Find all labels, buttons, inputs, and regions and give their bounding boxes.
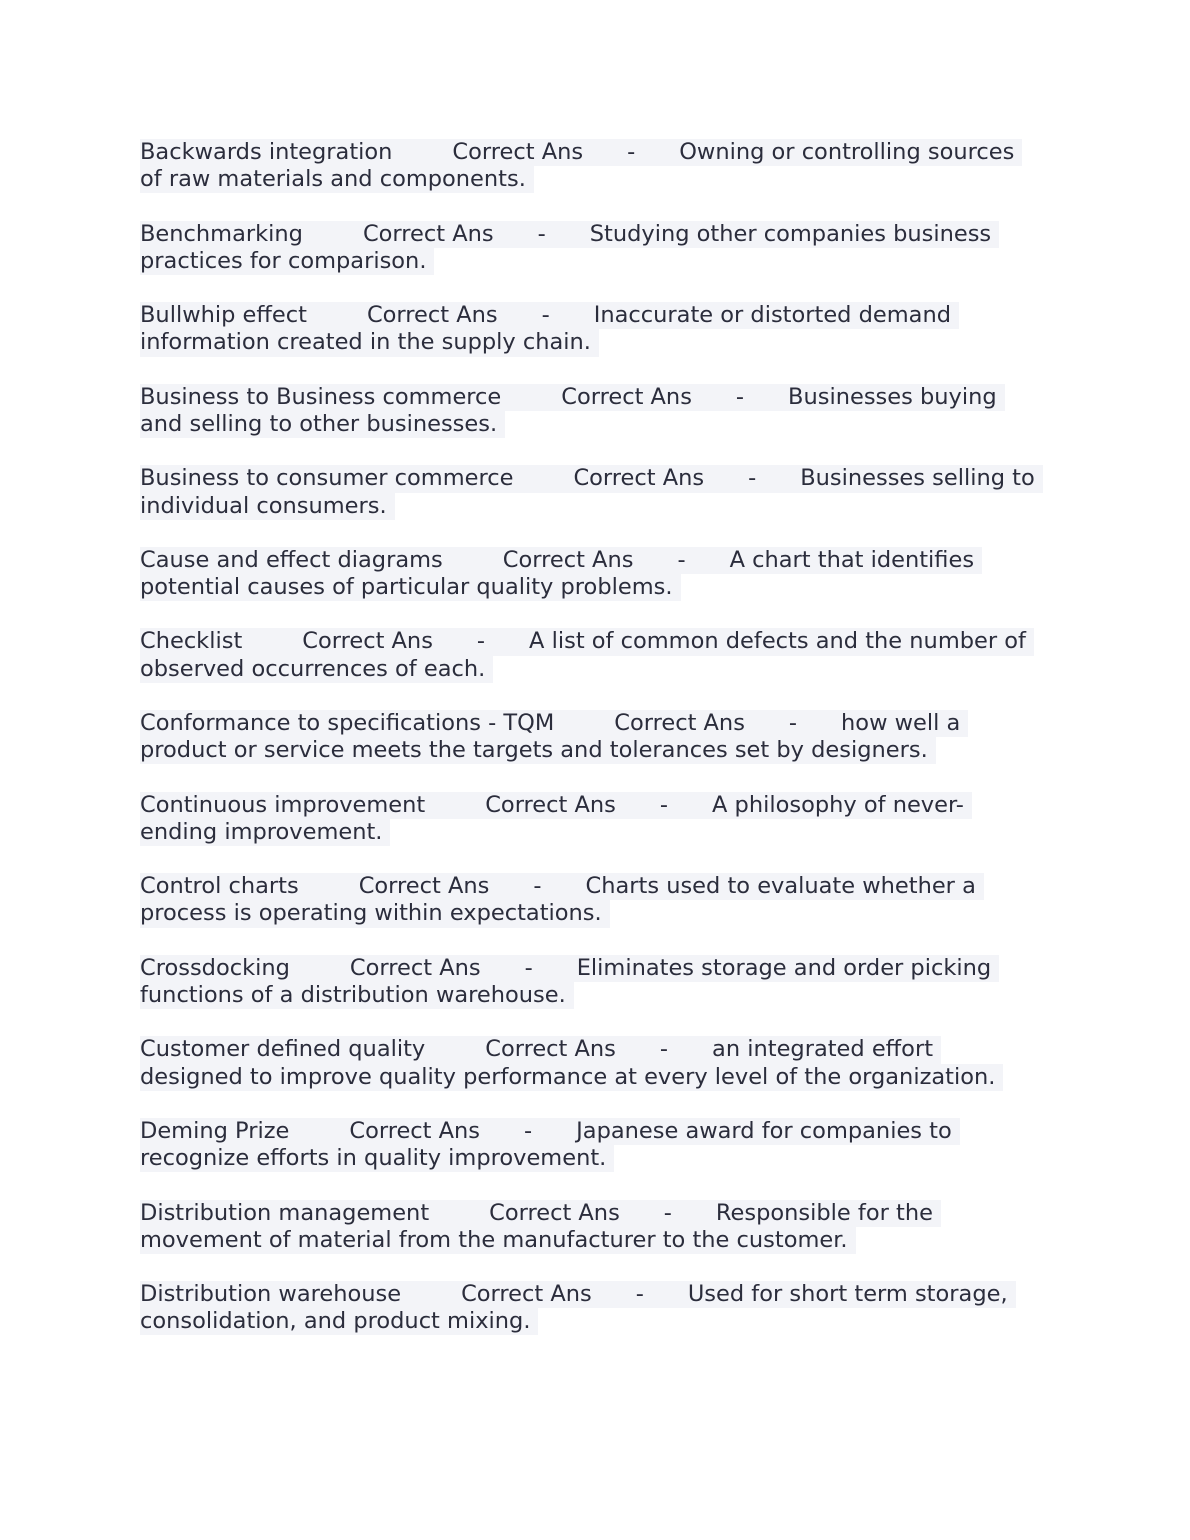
glossary-entry [140,139,1055,193]
separator: - [476,628,486,655]
entry-second-line [140,656,1055,683]
entry-term: Control charts [140,873,299,900]
entry-first-line [140,221,1055,248]
definition-line-2: observed occurrences of each. [140,656,493,683]
entry-term: Business to Business commerce [140,383,502,410]
answer-label: Correct Ans [452,139,584,165]
separator: - [663,1199,672,1226]
entry-second-line [140,574,1055,601]
entry-term: Cause and effect diagrams [140,546,443,573]
entry-first-line-highlight [140,1118,960,1145]
entry-first-line-highlight [140,1200,941,1227]
answer-label: Correct Ans [358,873,490,900]
definition-line-2: movement of material from the manufacturer to the customer. [140,1227,856,1254]
answer-label: Correct Ans [362,220,494,247]
glossary-entry [140,1281,1055,1335]
entry-second-line [140,982,1055,1009]
answer-label: Correct Ans [349,954,481,981]
entry-first-line-highlight [140,547,982,574]
entry-first-line [140,955,1055,982]
answer-label: Correct Ans [485,791,616,818]
entry-first-line-highlight [140,1036,941,1063]
glossary-list [140,139,1055,1363]
entry-second-line [140,493,1055,520]
glossary-entry [140,221,1055,275]
definition-line-1: Responsible for the [715,1199,933,1226]
definition-line-1: an integrated effort [712,1036,934,1063]
entry-first-line [140,1036,1055,1063]
separator: - [748,465,757,492]
entry-second-line [140,1145,1055,1172]
definition-line-1: Eliminates storage and order picking [576,954,992,981]
entry-term: Business to consumer commerce [140,465,514,492]
definition-line-1: Owning or controlling sources [679,139,1015,165]
definition-line-1: Used for short term storage, [687,1281,1008,1308]
entry-second-line [140,1227,1055,1254]
separator: - [659,1036,669,1063]
separator: - [677,546,686,573]
entry-first-line [140,302,1055,329]
definition-line-2: and selling to other businesses. [140,411,505,438]
entry-second-line [140,1308,1055,1335]
definition-line-1: A philosophy of never- [712,791,964,818]
definition-line-2: recognize efforts in quality improvement. [140,1145,614,1172]
entry-first-line [140,1281,1055,1308]
definition-line-1: Businesses buying [788,383,997,410]
separator: - [659,791,668,818]
entry-second-line [140,329,1055,356]
glossary-entry [140,302,1055,356]
entry-first-line-highlight [140,302,959,329]
entry-term: Distribution management [140,1199,430,1226]
separator: - [524,954,533,981]
entry-term: Bullwhip effect [140,302,307,329]
entry-first-line-highlight [140,873,984,900]
entry-first-line [140,139,1055,166]
answer-label: Correct Ans [489,1199,620,1226]
entry-first-line [140,384,1055,411]
definition-line-1: Japanese award for companies to [576,1117,952,1144]
entry-term: Crossdocking [140,954,290,981]
answer-label: Correct Ans [561,383,692,410]
entry-term: Conformance to specifications - TQM [140,710,555,737]
separator: - [735,383,745,410]
definition-line-1: A chart that identifies [729,546,975,573]
definition-line-2: potential causes of particular quality problems. [140,574,681,601]
answer-label: Correct Ans [614,710,745,737]
entry-second-line [140,1064,1055,1091]
entry-first-line-highlight [140,792,972,819]
definition-line-1: Charts used to evaluate whether a [585,873,976,900]
separator: - [635,1281,644,1308]
separator: - [541,302,550,329]
entry-first-line-highlight [140,1281,1016,1308]
definition-line-2: designed to improve quality performance at every level of the organization. [140,1064,1003,1091]
definition-line-2: information created in the supply chain. [140,329,599,356]
entry-second-line [140,166,1055,193]
entry-first-line [140,873,1055,900]
definition-line-1: Studying other companies business [589,220,992,247]
entry-first-line [140,710,1055,737]
entry-first-line-highlight [140,465,1043,492]
separator: - [537,220,546,247]
answer-label: Correct Ans [461,1281,592,1308]
definition-line-1: Inaccurate or distorted demand [593,302,951,329]
entry-first-line [140,628,1055,655]
answer-label: Correct Ans [366,302,498,329]
definition-line-2: ending improvement. [140,819,390,846]
entry-first-line [140,1118,1055,1145]
glossary-entry [140,1036,1055,1090]
entry-first-line-highlight [140,221,999,248]
entry-first-line-highlight [140,955,999,982]
definition-line-2: individual consumers. [140,493,395,520]
entry-term: Customer defined quality [140,1036,426,1063]
entry-term: Continuous improvement [140,791,426,818]
glossary-entry [140,710,1055,764]
entry-second-line [140,737,1055,764]
glossary-entry [140,955,1055,1009]
glossary-entry [140,465,1055,519]
answer-label: Correct Ans [502,546,634,573]
separator: - [627,139,636,165]
entry-second-line [140,819,1055,846]
definition-line-1: how well a [841,710,961,737]
entry-term: Backwards integration [140,139,393,165]
separator: - [524,1117,533,1144]
definition-line-2: practices for comparison. [140,248,434,275]
glossary-entry [140,792,1055,846]
definition-line-2: consolidation, and product mixing. [140,1308,538,1335]
entry-second-line [140,900,1055,927]
definition-line-2: product or service meets the targets and tolerances set by designers. [140,737,936,764]
entry-first-line [140,1200,1055,1227]
entry-first-line-highlight [140,384,1005,411]
entry-second-line [140,411,1055,438]
entry-term: Checklist [140,628,243,655]
entry-first-line [140,792,1055,819]
definition-line-2: functions of a distribution warehouse. [140,982,574,1009]
entry-first-line [140,547,1055,574]
definition-line-1: A list of common defects and the number of [529,628,1026,655]
entry-first-line-highlight [140,628,1034,655]
glossary-entry [140,628,1055,682]
glossary-entry [140,1200,1055,1254]
definition-line-1: Businesses selling to [800,465,1035,492]
answer-label: Correct Ans [485,1036,616,1063]
entry-first-line [140,465,1055,492]
definition-line-2: process is operating within expectations. [140,900,610,927]
glossary-entry [140,547,1055,601]
entry-second-line [140,248,1055,275]
glossary-entry [140,1118,1055,1172]
answer-label: Correct Ans [573,465,705,492]
entry-term: Deming Prize [140,1117,290,1144]
separator: - [533,873,542,900]
definition-line-2: of raw materials and components. [140,166,534,193]
entry-first-line-highlight [140,710,968,737]
glossary-entry [140,384,1055,438]
glossary-entry [140,873,1055,927]
entry-term: Benchmarking [140,220,303,247]
separator: - [788,710,798,737]
entry-first-line-highlight [140,139,1022,166]
answer-label: Correct Ans [349,1117,481,1144]
entry-term: Distribution warehouse [140,1281,402,1308]
answer-label: Correct Ans [302,628,433,655]
